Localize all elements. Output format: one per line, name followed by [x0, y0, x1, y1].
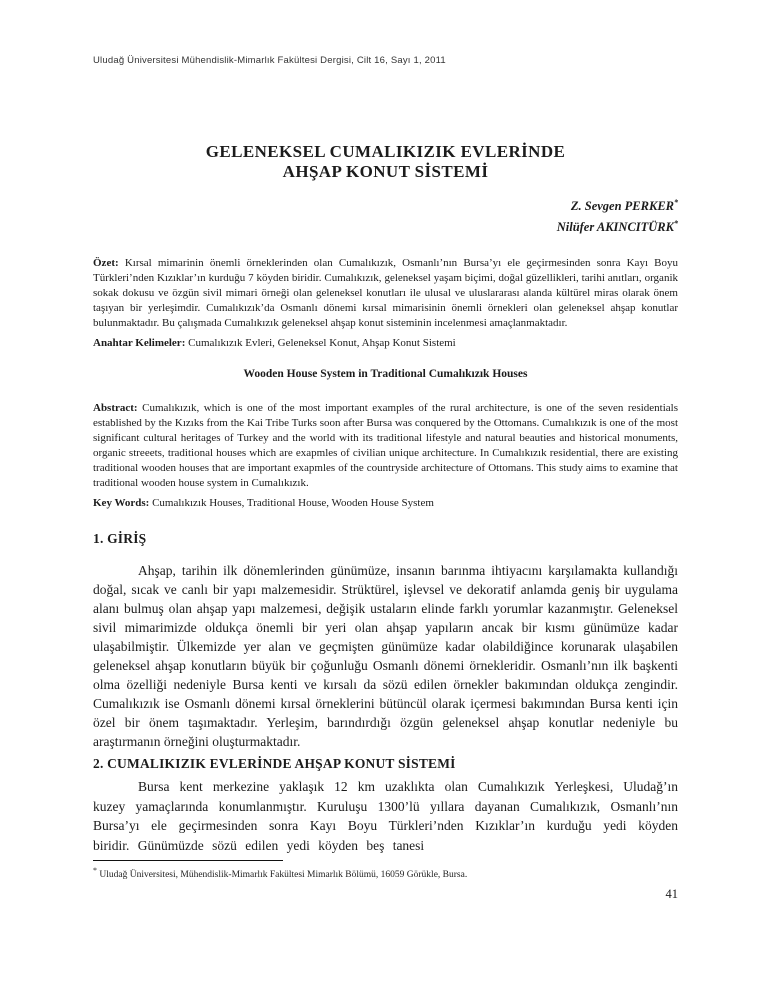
english-title: Wooden House System in Traditional Cumalıkızık Houses: [243, 368, 528, 381]
abstract-english-label: Abstract:: [93, 402, 138, 415]
keywords-turkish-label: Anahtar Kelimeler:: [93, 337, 186, 350]
page-number: 41: [665, 887, 678, 902]
journal-header: Uludağ Üniversitesi Mühendislik-Mimarlık Fakültesi Dergisi, Cilt 16, Sayı 1, 2011: [93, 55, 446, 66]
article-title-line1: GELENEKSEL CUMALIKIZIK EVLERİNDE: [205, 142, 566, 161]
author-name: Z. Sevgen PERKER*: [570, 198, 678, 214]
keywords-turkish: [93, 336, 678, 351]
section-paragraph-cumalikizik: Bursa kent merkezine yaklaşık 12 km uzaklıkta olan Cumalıkızık Yerleşkesi, Uludağ’ın kuzey yamaçlarında konumlanmıştır. Kuruluşu 1300’lü yıllara dayanan Cumalıkızık, Osmanlı’nın Bursa’yı ele geçirmesinden sonra Kayı Boyu Türkleri’nden Kızıklar’ın kurduğu yedi köyden biridir. Günümüzde sözü edilen yedi köyden beş tanesi: [93, 779, 678, 853]
footnote: [93, 865, 678, 881]
author-affiliation-marker: *: [674, 219, 678, 229]
author-name: Nilüfer AKINCITÜRK*: [556, 219, 678, 235]
keywords-turkish-text: Cumalıkızık Evleri, Geleneksel Konut, Ahşap Konut Sistemi: [188, 337, 456, 350]
abstract-english: [93, 401, 678, 491]
abstract-turkish-text: Kırsal mimarinin önemli örneklerinden olan Cumalıkızık, Osmanlı’nın Bursa’yı ele geçirmesinden sonra Kayı Boyu Türkleri’nden Kızıklar’ın kurduğu 7 köyden biridir. Cumalıkızık, geleneksel yaşam biçimi, doğal güzellikleri, tarihi anıtları, organik sokak dokusu ve özgün sivil mimari örneği olan geleneksel konutları ile ulusal ve uluslararası alanda kültürel miras olarak önem taşıyan bir yerleşimdir. Cumalıkızık’da Osmanlı dönemi kırsal mimarisinin önemli örnekleri olan geleneksel ahşap konutlar bulunmaktadır. Bu çalışmada Cumalıkızık geleneksel ahşap konut sisteminin incelenmesi amaçlanmaktadır.: [93, 257, 678, 330]
footnote-divider: [93, 860, 283, 861]
author-affiliation-marker: *: [674, 198, 678, 207]
article-title: [93, 142, 678, 182]
abstract-english-text: Cumalıkızık, which is one of the most important examples of the rural architecture, is one of the seven residentials established by the Kızıks from the Kai Tribe Turks soon after Bursa was conquered by the Ottomans. Cumalıkızık is one of the most significant cultural heritages of Turkey and the world with its traditional lifestyle and natural beauties and historical monuments, organic streeets, traditional houses which are exapmles of civilian unique architecture. In Cumalıkızık residential, there are existing traditional wooden houses that are important exapmles of the countryside architecture of Ottomans. This study aims to examine that traditional wooden house system in Cumalıkızık.: [93, 402, 679, 490]
abstract-turkish-label: Özet:: [93, 257, 119, 270]
article-title-line2: AHŞAP KONUT SİSTEMİ: [282, 162, 489, 181]
section-heading-giris: 1. GİRİŞ: [93, 531, 147, 547]
keywords-english: [93, 496, 678, 511]
keywords-english-label: Key Words:: [93, 497, 150, 510]
section-heading-cumalikizik: 2. CUMALIKIZIK EVLERİNDE AHŞAP KONUT SİSTEMİ: [93, 756, 456, 772]
footnote-text: Uludağ Üniversitesi, Mühendislik-Mimarlık Fakültesi Mimarlık Bölümü, 16059 Görükle, Bursa.: [99, 870, 468, 881]
author-list: [93, 194, 678, 236]
abstract-turkish: [93, 256, 678, 331]
footnote-marker: *: [93, 866, 97, 876]
keywords-english-text: Cumalıkızık Houses, Traditional House, Wooden House System: [152, 497, 434, 510]
section-paragraph-giris: Ahşap, tarihin ilk dönemlerinden günümüze, insanın barınma ihtiyacını karşılamakta kullandığı doğal, sıcak ve canlı bir yapı malzemesidir. Strüktürel, işlevsel ve dekoratif anlamda geniş bir uygulama alanı bulmuş olan ahşap yapı malzemesi, değişik ustaların elinde farklı yorumlar kazanmıştır. Geleneksel sivil mimarimizde oldukça önemli bir yeri olan ahşap yapıların ancak bir kısmı günümüze kadar ulaşabilmiştir. Ülkemizde yer alan ve geçmişten günümüze kadar olabildiğince korunarak ulaşabilen geleneksel ahşap konutların büyük bir çoğunluğu Osmanlı dönemi örnekleridir. Osmanlı’nın ilk başkenti olma özelliği nedeniyle Bursa kenti ve kırsalı da sözü edilen örnekler bakımından oldukça zengindir. Cumalıkızık ise Osmanlı dönemi kırsal örneklerini bütüncül olarak içermesi bakımından Bursa kenti için özel bir önem taşımaktadır. Yerleşim, barındırdığı özgün geleneksel ahşap konutlar nedeniyle bu araştırmanın örneğini oluşturmaktadır.: [93, 563, 678, 750]
